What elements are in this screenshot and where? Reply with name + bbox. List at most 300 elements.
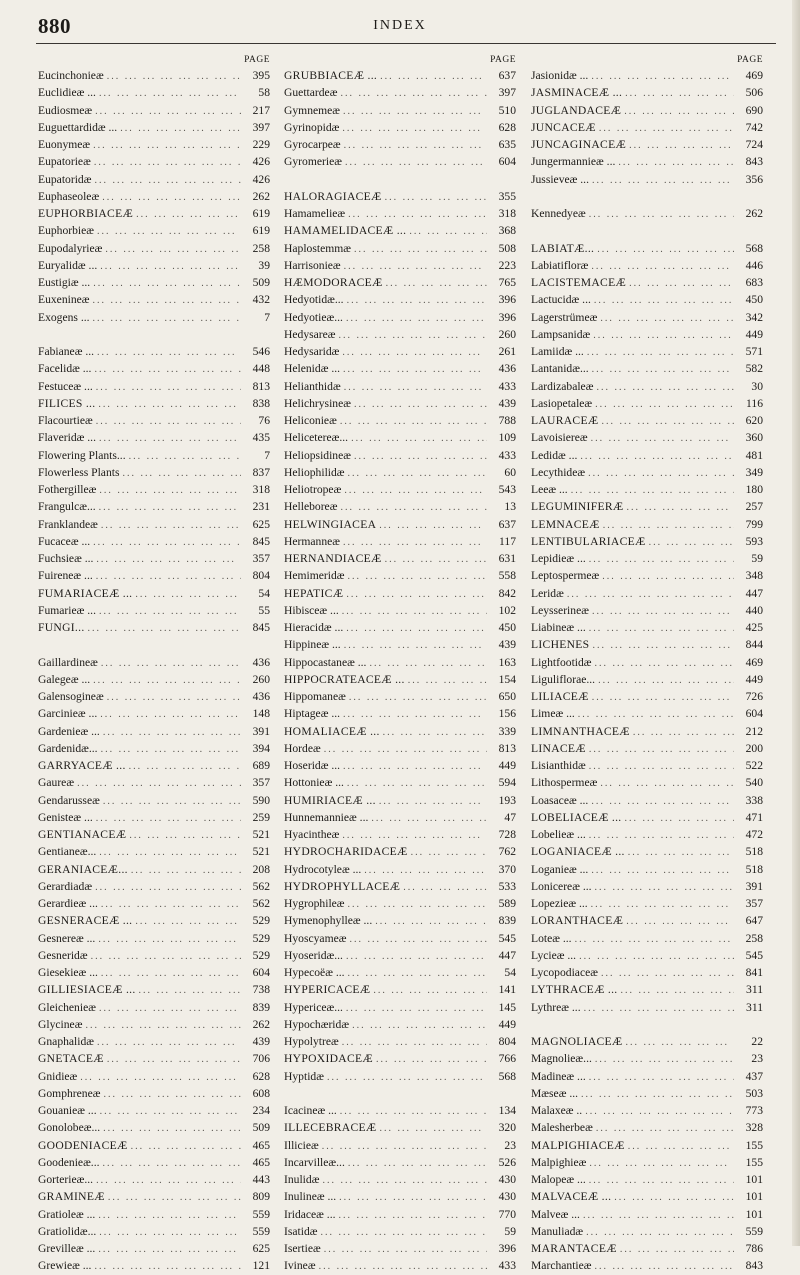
- entry-page-number: 54: [258, 586, 270, 600]
- entry-page-number: 439: [252, 1035, 270, 1048]
- entry-page-number: 521: [252, 845, 270, 859]
- entry-page-number: 449: [498, 759, 516, 772]
- leader-dots: [383, 724, 487, 740]
- entry-name: Eupatorieæ: [38, 155, 91, 169]
- index-entry: [531, 567, 763, 584]
- entry-page-number: 690: [745, 103, 763, 117]
- letter-gap: [284, 1085, 516, 1102]
- leader-dots: [411, 844, 487, 860]
- entry-page-number: 59: [751, 552, 763, 565]
- entry-page-number: 839: [252, 1000, 270, 1014]
- index-entry: [38, 602, 270, 619]
- entry-name: Hedysareæ: [284, 327, 336, 341]
- index-entry: [531, 999, 763, 1016]
- entry-page-number: 726: [745, 690, 763, 703]
- entry-name: Magnolieæ...: [531, 1052, 592, 1066]
- index-entry: [531, 705, 763, 722]
- leader-dots: [98, 1207, 241, 1223]
- entry-page-number: 562: [252, 879, 270, 893]
- index-entry: [284, 671, 516, 688]
- index-entry: [284, 119, 516, 136]
- entry-page-number: 773: [745, 1104, 763, 1117]
- leader-dots: [342, 344, 487, 360]
- entry-page-number: 518: [745, 845, 763, 859]
- entry-page-number: 762: [498, 845, 516, 859]
- entry-name: Facelidæ ...: [38, 362, 92, 376]
- index-entry: [38, 912, 270, 929]
- entry-name: LIMNANTHACEÆ: [531, 724, 630, 738]
- index-entry: [531, 636, 763, 653]
- entry-page-number: 23: [504, 1138, 516, 1152]
- entry-page-number: 258: [745, 931, 763, 945]
- entry-page-number: 447: [745, 586, 763, 600]
- index-entry: [38, 102, 270, 119]
- entry-name: Hippomaneæ: [284, 690, 346, 703]
- index-entry: [531, 843, 763, 860]
- entry-name: Hyoseridæ...: [284, 948, 343, 962]
- leader-dots: [96, 413, 241, 429]
- entry-page-number: 469: [745, 655, 763, 669]
- leader-dots: [386, 275, 487, 291]
- index-entry: [284, 1240, 516, 1257]
- entry-page-number: 348: [745, 569, 763, 583]
- entry-page-number: 391: [252, 724, 270, 738]
- entry-name: Isertieæ: [284, 1242, 321, 1255]
- index-entry: [284, 447, 516, 464]
- entry-name: Lavoisiereæ: [531, 431, 588, 445]
- entry-page-number: 311: [746, 1000, 763, 1014]
- index-entry: [531, 740, 763, 757]
- entry-page-number: 101: [745, 1207, 763, 1221]
- entry-page-number: 518: [745, 862, 763, 876]
- entry-name: Gerardiadæ: [38, 879, 93, 893]
- entry-page-number: 30: [751, 379, 763, 393]
- index-entry: [284, 481, 516, 498]
- entry-name: Grewieæ ...: [38, 1259, 92, 1273]
- index-entry: [284, 222, 516, 239]
- index-entry: [38, 757, 270, 774]
- index-entry: [38, 222, 270, 239]
- index-entry: [531, 550, 763, 567]
- index-entry: [531, 671, 763, 688]
- entry-page-number: 844: [745, 638, 763, 652]
- entry-page-number: 47: [504, 810, 516, 824]
- index-entry: [531, 947, 763, 964]
- entry-name: Fucaceæ ...: [38, 534, 91, 548]
- leader-dots: [409, 223, 487, 239]
- leader-dots: [324, 1241, 487, 1257]
- entry-name: Heliopsidineæ: [284, 448, 351, 462]
- entry-page-number: 200: [745, 741, 763, 755]
- leader-dots: [80, 1069, 241, 1085]
- entry-name: HYPOXIDACEÆ: [284, 1052, 373, 1066]
- entry-page-number: 845: [252, 534, 270, 548]
- index-entry: [531, 878, 763, 895]
- leader-dots: [589, 741, 734, 757]
- entry-page-number: 342: [745, 310, 763, 324]
- entry-page-number: 786: [745, 1242, 763, 1255]
- entry-name: Eucinchonieæ: [38, 69, 104, 82]
- leader-dots: [343, 706, 487, 722]
- entry-name: JUNCACEÆ: [531, 120, 596, 134]
- entry-name: Euryalidæ ...: [38, 258, 98, 272]
- leader-dots: [618, 154, 734, 170]
- index-entry: [38, 619, 270, 636]
- leader-dots: [589, 551, 734, 567]
- index-entry: [38, 119, 270, 136]
- entry-name: JASMINACEÆ ...: [531, 86, 623, 100]
- index-entry: [284, 1257, 516, 1274]
- index-entry: [531, 464, 763, 481]
- index-entry: [284, 257, 516, 274]
- index-entry: [531, 981, 763, 998]
- index-entry: [38, 671, 270, 688]
- column-page-heading: PAGE: [490, 55, 516, 65]
- entry-page-number: 13: [504, 500, 516, 514]
- leader-dots: [96, 810, 241, 826]
- entry-name: ILLECEBRACEÆ: [284, 1121, 377, 1135]
- leader-dots: [107, 689, 241, 705]
- index-entry: [531, 1033, 763, 1050]
- entry-name: HELWINGIACEA: [284, 517, 377, 531]
- index-entry: [531, 1257, 763, 1274]
- leader-dots: [348, 896, 487, 912]
- leader-dots: [139, 982, 241, 998]
- entry-page-number: 370: [498, 862, 516, 876]
- entry-name: Haplostemmæ: [284, 241, 351, 255]
- leader-dots: [620, 982, 734, 998]
- entry-page-number: 625: [252, 1242, 270, 1255]
- entry-name: Genisteæ ...: [38, 810, 93, 824]
- entry-page-number: 349: [745, 465, 763, 479]
- leader-dots: [342, 120, 487, 136]
- index-column-1: [38, 54, 270, 1275]
- leader-dots: [614, 1189, 734, 1205]
- leader-dots: [375, 913, 487, 929]
- entry-page-number: 22: [751, 1035, 763, 1048]
- entry-page-number: 426: [252, 172, 270, 186]
- leader-dots: [99, 844, 241, 860]
- entry-page-number: 156: [498, 707, 516, 721]
- index-entry: [284, 757, 516, 774]
- leader-dots: [595, 1258, 734, 1274]
- index-entry: [531, 102, 763, 119]
- index-entry: [38, 809, 270, 826]
- index-entry: [38, 740, 270, 757]
- index-entry: [531, 240, 763, 257]
- index-entry: [38, 1188, 270, 1205]
- entry-name: Lobelieæ ...: [531, 828, 586, 841]
- entry-page-number: 439: [498, 638, 516, 652]
- entry-page-number: 154: [498, 672, 516, 686]
- leader-dots: [379, 1120, 487, 1136]
- index-entry: [531, 809, 763, 826]
- entry-page-number: 842: [498, 586, 516, 600]
- entry-page-number: 724: [745, 138, 763, 151]
- index-column-2: [284, 54, 516, 1275]
- entry-name: HYDROPHYLLACEÆ: [284, 879, 401, 893]
- entry-page-number: 449: [745, 327, 763, 341]
- leader-dots: [120, 120, 241, 136]
- leader-dots: [96, 551, 241, 567]
- index-entry: [531, 1119, 763, 1136]
- leader-dots: [408, 672, 487, 688]
- leader-dots: [346, 586, 487, 602]
- entry-name: Helichrysineæ: [284, 396, 351, 410]
- leader-dots: [95, 103, 241, 119]
- index-entry: [284, 136, 516, 153]
- entry-page-number: 435: [252, 431, 270, 445]
- leader-dots: [99, 603, 241, 619]
- leader-dots: [583, 1207, 734, 1223]
- entry-name: Iridaceæ ...: [284, 1207, 336, 1221]
- entry-page-number: 738: [252, 983, 270, 997]
- leader-dots: [101, 741, 241, 757]
- entry-page-number: 841: [745, 966, 763, 979]
- leader-dots: [596, 379, 734, 395]
- entry-page-number: 529: [252, 914, 270, 928]
- entry-name: Gesneridæ: [38, 948, 88, 962]
- entry-page-number: 145: [498, 1000, 516, 1014]
- index-entry: [38, 1137, 270, 1154]
- index-entry: [531, 1171, 763, 1188]
- entry-name: Gratiolidæ...: [38, 1224, 97, 1238]
- entry-page-number: 619: [252, 207, 270, 220]
- leader-dots: [343, 361, 487, 377]
- entry-name: Gardenidæ...: [38, 741, 98, 755]
- leader-dots: [584, 1000, 734, 1016]
- entry-name: GRAMINEÆ: [38, 1190, 105, 1204]
- leader-dots: [349, 689, 487, 705]
- entry-name: HERNANDIACEÆ: [284, 552, 382, 565]
- entry-name: Flowerless Plants: [38, 465, 120, 479]
- leader-dots: [364, 862, 487, 878]
- leader-dots: [327, 1069, 487, 1085]
- entry-name: Gyrinopidæ: [284, 120, 340, 134]
- entry-name: Lonicereæ ...: [531, 879, 592, 893]
- entry-name: Heliotropeæ: [284, 483, 342, 496]
- entry-name: JUNCAGINACEÆ: [531, 138, 627, 151]
- entry-name: Gyromerieæ: [284, 155, 342, 169]
- entry-name: Hieracidæ ...: [284, 621, 344, 634]
- entry-page-number: 804: [498, 1035, 516, 1048]
- entry-page-number: 813: [252, 379, 270, 393]
- entry-name: Manuliadæ: [531, 1224, 584, 1238]
- index-entry: [284, 688, 516, 705]
- index-entry: [284, 498, 516, 515]
- index-entry: [38, 964, 270, 981]
- entry-name: Gesnereæ ...: [38, 931, 96, 945]
- entry-page-number: 838: [252, 396, 270, 410]
- leader-dots: [101, 896, 241, 912]
- index-entry: [284, 1050, 516, 1067]
- entry-page-number: 571: [745, 345, 763, 358]
- leader-dots: [595, 879, 734, 895]
- index-entry: [284, 1171, 516, 1188]
- entry-name: FILICES ...: [38, 396, 96, 410]
- index-entry: [38, 429, 270, 446]
- leader-dots: [100, 1103, 241, 1119]
- entry-name: Lopezieæ ...: [531, 897, 588, 910]
- index-entry: [531, 912, 763, 929]
- index-entry: [284, 999, 516, 1016]
- leader-dots: [376, 1051, 487, 1067]
- index-entry: [38, 550, 270, 567]
- entry-page-number: 117: [499, 534, 516, 548]
- entry-page-number: 433: [498, 379, 516, 393]
- index-entry: [531, 723, 763, 740]
- entry-page-number: 446: [745, 258, 763, 272]
- column-page-heading: PAGE: [244, 55, 270, 65]
- index-entry: [38, 947, 270, 964]
- index-entry: [284, 1102, 516, 1119]
- leader-dots: [344, 258, 487, 274]
- entry-name: Gendarusseæ: [38, 793, 100, 807]
- entry-page-number: 594: [498, 776, 516, 790]
- entry-page-number: 396: [498, 293, 516, 307]
- entry-name: HIPPOCRATEACEÆ ...: [284, 672, 405, 686]
- index-entry: [531, 964, 763, 981]
- index-entry: [38, 843, 270, 860]
- index-entry: [38, 84, 270, 101]
- index-entry: [284, 1016, 516, 1033]
- index-entry: [531, 1188, 763, 1205]
- entry-page-number: 619: [252, 224, 270, 238]
- entry-name: Loganieæ ...: [531, 862, 589, 876]
- entry-page-number: 843: [745, 155, 763, 169]
- leader-dots: [600, 310, 734, 326]
- index-entry: [531, 930, 763, 947]
- entry-page-number: 589: [498, 897, 516, 910]
- entry-name: Guettardeæ: [284, 86, 338, 100]
- entry-name: Hyacintheæ: [284, 828, 340, 841]
- leader-dots: [626, 913, 734, 929]
- index-entry: [284, 809, 516, 826]
- index-entry: [38, 1068, 270, 1085]
- entry-page-number: 545: [498, 931, 516, 945]
- entry-page-number: 430: [498, 1173, 516, 1186]
- index-entry: [38, 1050, 270, 1067]
- entry-page-number: 608: [252, 1086, 270, 1100]
- entry-name: HALORAGIACEÆ: [284, 189, 382, 203]
- leader-dots: [625, 810, 734, 826]
- leader-dots: [588, 465, 734, 481]
- entry-page-number: 234: [252, 1104, 270, 1117]
- entry-name: Liabineæ ...: [531, 621, 586, 634]
- leader-dots: [589, 206, 734, 222]
- index-entry: [531, 326, 763, 343]
- entry-name: Gouanieæ ...: [38, 1104, 97, 1117]
- entry-name: Gaureæ: [38, 776, 75, 790]
- index-entry: [284, 567, 516, 584]
- entry-page-number: 328: [745, 1121, 763, 1135]
- entry-name: Lecythideæ: [531, 465, 586, 479]
- entry-page-number: 23: [751, 1052, 763, 1066]
- leader-dots: [95, 879, 241, 895]
- leader-dots: [594, 292, 734, 308]
- leader-dots: [97, 223, 241, 239]
- entry-name: Hippocastaneæ ...: [284, 655, 367, 669]
- leader-dots: [592, 172, 734, 188]
- index-entry: [38, 1257, 270, 1274]
- index-entry: [531, 343, 763, 360]
- index-entry: [284, 947, 516, 964]
- entry-page-number: 76: [258, 414, 270, 427]
- entry-name: Loteæ ...: [531, 931, 572, 945]
- index-entry: [38, 1223, 270, 1240]
- entry-name: Lardizabaleæ: [531, 379, 594, 393]
- entry-page-number: 839: [498, 914, 516, 928]
- entry-name: Gnidieæ: [38, 1069, 78, 1083]
- entry-page-number: 465: [252, 1138, 270, 1152]
- entry-name: Hedysaridæ: [284, 345, 340, 358]
- leader-dots: [620, 1241, 734, 1257]
- entry-name: HEPATICÆ: [284, 586, 344, 600]
- index-entry: [38, 792, 270, 809]
- entry-page-number: 39: [258, 258, 270, 272]
- leader-dots: [625, 85, 734, 101]
- leader-dots: [322, 1138, 487, 1154]
- entry-page-number: 562: [252, 897, 270, 910]
- leader-dots: [339, 1207, 487, 1223]
- index-entry: [284, 654, 516, 671]
- index-entry: [531, 447, 763, 464]
- index-entry: [38, 1206, 270, 1223]
- leader-dots: [129, 827, 241, 843]
- entry-page-number: 481: [745, 448, 763, 462]
- column-page-heading: PAGE: [737, 55, 763, 65]
- index-entry: [531, 481, 763, 498]
- entry-page-number: 788: [498, 414, 516, 427]
- leader-dots: [629, 275, 734, 291]
- leader-dots: [91, 948, 241, 964]
- entry-page-number: 799: [745, 517, 763, 531]
- index-entry: [284, 274, 516, 291]
- index-entry: [284, 309, 516, 326]
- letter-gap: [284, 171, 516, 188]
- leader-dots: [342, 603, 487, 619]
- entry-page-number: 471: [745, 810, 763, 824]
- index-entry: [38, 274, 270, 291]
- leader-dots: [589, 827, 734, 843]
- entry-name: Hermanneæ: [284, 534, 341, 548]
- entry-page-number: 437: [745, 1069, 763, 1083]
- index-entry: [38, 826, 270, 843]
- entry-page-number: 628: [498, 120, 516, 134]
- entry-page-number: 217: [252, 103, 270, 117]
- leader-dots: [591, 68, 734, 84]
- entry-name: MALVACEÆ ...: [531, 1190, 612, 1204]
- entry-name: Gyrocarpeæ: [284, 138, 341, 151]
- entry-name: Flacourtieæ: [38, 414, 93, 427]
- leader-dots: [346, 948, 487, 964]
- entry-name: FUNGI...: [38, 621, 85, 634]
- leader-dots: [626, 1034, 734, 1050]
- entry-page-number: 318: [252, 483, 270, 496]
- leader-dots: [344, 379, 487, 395]
- leader-dots: [93, 310, 241, 326]
- entry-page-number: 628: [252, 1069, 270, 1083]
- entry-page-number: 121: [252, 1259, 270, 1273]
- leader-dots: [379, 517, 487, 533]
- leader-dots: [85, 1017, 241, 1033]
- entry-name: LAURACEÆ: [531, 414, 599, 427]
- index-entry: [284, 826, 516, 843]
- index-entry: [284, 1137, 516, 1154]
- index-entry: [531, 1154, 763, 1171]
- entry-page-number: 436: [498, 362, 516, 376]
- entry-page-number: 134: [498, 1104, 516, 1117]
